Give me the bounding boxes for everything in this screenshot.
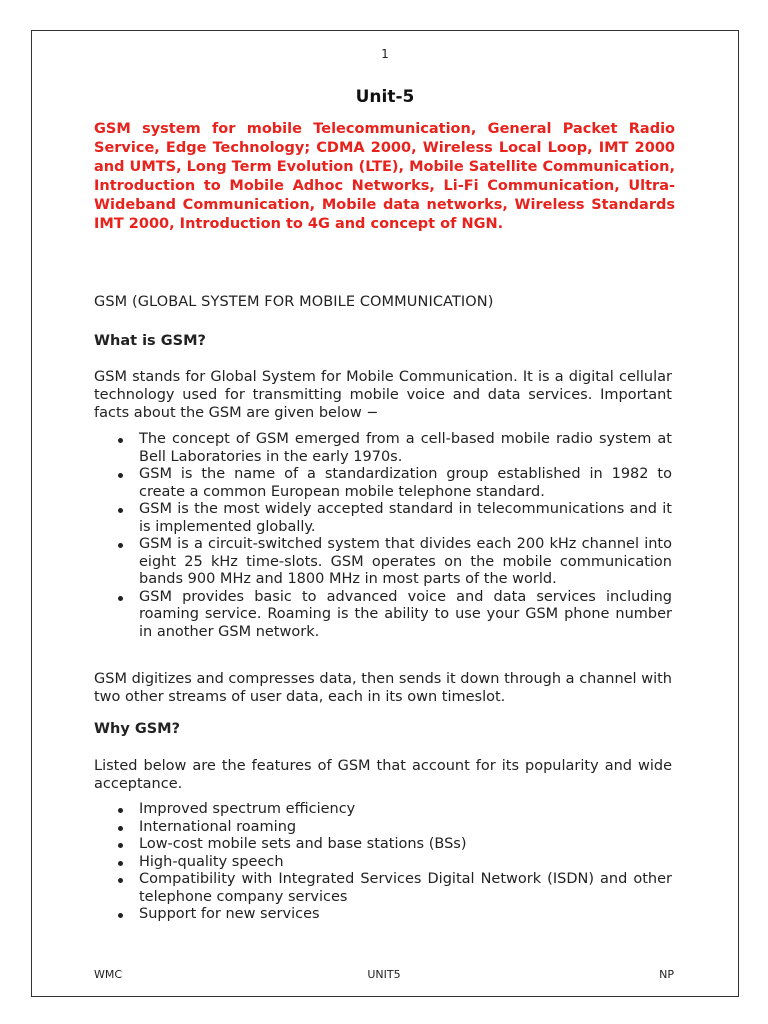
syllabus-topics: GSM system for mobile Telecommunication, General Packet Radio Service, Edge Technology; CDMA 2000, Wireless Local Loop, IMT 2000 and UMTS, Long Term Evolution (LTE), Mobile Satellite Communication, Introduction to Mobile Adhoc Networks, Li-Fi Communication, Ultra-Wideband Communication, Mobile data networks, Wireless Standards IMT 2000, Introduction to 4G and concept of NGN.	[94, 121, 675, 232]
footer-author: NP	[659, 968, 674, 981]
features-intro-paragraph: Listed below are the features of GSM that account for its popularity and wide acceptance.	[94, 758, 672, 792]
why-gsm-heading: Why GSM?	[94, 721, 181, 737]
bullet-icon	[118, 861, 123, 866]
list-item	[118, 536, 672, 589]
list-item-text: High-quality speech	[139, 853, 284, 870]
list-item	[118, 906, 672, 924]
footer-course: WMC	[94, 968, 123, 981]
bullet-icon	[118, 913, 123, 918]
list-item	[118, 501, 672, 536]
list-item	[118, 854, 672, 872]
bullet-icon	[118, 878, 123, 883]
list-item	[118, 431, 672, 466]
list-item-text: GSM provides basic to advanced voice and data services including roaming service. Roaming is the ability to use your GSM phone number in another GSM network.	[139, 588, 672, 640]
bullet-icon	[118, 508, 123, 513]
list-item-text: GSM is the most widely accepted standard in telecommunications and it is implemented globally.	[139, 501, 672, 535]
bullet-icon	[118, 596, 123, 601]
document-page	[31, 30, 739, 997]
digitize-paragraph: GSM digitizes and compresses data, then sends it down through a channel with two other streams of user data, each in its own timeslot.	[94, 671, 672, 705]
bullet-icon	[118, 808, 123, 813]
list-item-text: Improved spectrum efficiency	[139, 801, 356, 817]
unit-title: Unit-5	[355, 87, 415, 107]
page-number: 1	[381, 47, 389, 61]
list-item	[118, 836, 672, 854]
list-item	[118, 466, 672, 501]
bullet-icon	[118, 438, 123, 443]
list-item-text: Compatibility with Integrated Services Digital Network (ISDN) and other telephone company services	[139, 871, 672, 905]
list-item	[118, 819, 672, 837]
list-item-text: GSM is the name of a standardization group established in 1982 to create a common European mobile telephone standard.	[139, 466, 672, 500]
list-item-text: The concept of GSM emerged from a cell-based mobile radio system at Bell Laboratories in the early 1970s.	[139, 431, 672, 465]
list-item-text: Low-cost mobile sets and base stations (BSs)	[139, 836, 467, 852]
list-item	[118, 589, 672, 642]
list-item	[118, 871, 672, 906]
list-item-text: GSM is a circuit-switched system that divides each 200 kHz channel into eight 25 kHz time-slots. GSM operates on the mobile communication bands 900 MHz and 1800 MHz in most parts of the world.	[139, 536, 672, 587]
gsm-facts-list	[118, 431, 672, 641]
list-item-text: International roaming	[139, 818, 297, 835]
bullet-icon	[118, 826, 123, 831]
footer-unit: UNIT5	[367, 968, 401, 981]
bullet-icon	[118, 843, 123, 848]
bullet-icon	[118, 543, 123, 548]
list-item	[118, 801, 672, 819]
what-is-gsm-heading: What is GSM?	[94, 333, 206, 349]
bullet-icon	[118, 473, 123, 478]
list-item-text: Support for new services	[139, 906, 320, 922]
section-heading-gsm: GSM (GLOBAL SYSTEM FOR MOBILE COMMUNICATION)	[94, 294, 494, 310]
gsm-features-list	[118, 801, 672, 924]
intro-paragraph: GSM stands for Global System for Mobile Communication. It is a digital cellular technology used for transmitting mobile voice and data services. Important facts about the GSM are given below −	[94, 369, 672, 421]
